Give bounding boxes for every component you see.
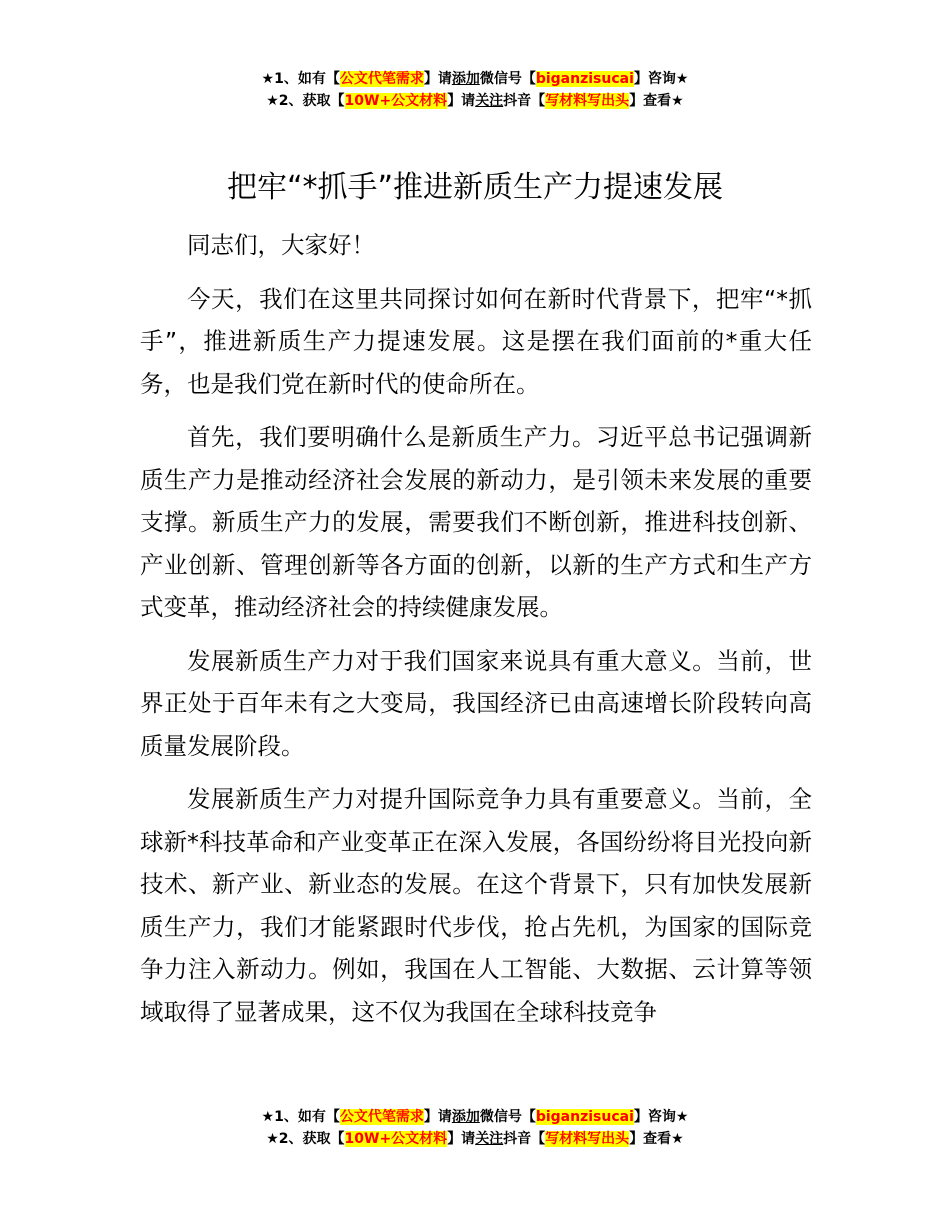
highlight-materials: 10W+公文材料 xyxy=(344,93,448,109)
banner-text: ★1、如有【 xyxy=(261,71,340,87)
paragraph-definition: 首先，我们要明确什么是新质生产力。习近平总书记强调新质生产力是推动经济社会发展的新动力，是引领未来发展的重要支撑。新质生产力的发展，需要我们不断创新，推进科技创新、产业创新、管理创新等各方面的创新，以新的生产方式和生产方式变革，推动经济社会的持续健康发展。 xyxy=(140,423,812,621)
highlight-wechat-id: biganzisucai xyxy=(535,1109,634,1125)
document-body xyxy=(140,224,812,1044)
banner-line-2 xyxy=(0,1128,950,1150)
highlight-service: 公文代笔需求 xyxy=(339,1109,424,1125)
highlight-douyin-account: 写材料写出头 xyxy=(545,93,630,109)
banner-text: 】查看★ xyxy=(629,1131,684,1147)
banner-text: 】咨询★ xyxy=(633,1109,689,1125)
banner-text: 抖音【 xyxy=(503,1131,546,1147)
paragraph-greeting: 同志们，大家好！ xyxy=(187,231,375,259)
banner-text: ★2、获取【 xyxy=(266,93,345,109)
header-banner xyxy=(0,68,950,112)
banner-text: 】查看★ xyxy=(629,93,684,109)
banner-text: 】请 xyxy=(423,1109,452,1125)
underlined-text: 添加 xyxy=(451,1109,480,1125)
banner-text: ★2、获取【 xyxy=(266,1131,345,1147)
underlined-text: 添加 xyxy=(451,71,480,87)
paragraph-significance: 发展新质生产力对于我们国家来说具有重大意义。当前，世界正处于百年未有之大变局，我国经济已由高速增长阶段转向高质量发展阶段。 xyxy=(140,646,812,760)
banner-line-2 xyxy=(0,90,950,112)
underlined-text: 关注 xyxy=(475,1131,504,1147)
banner-text: 抖音【 xyxy=(503,93,546,109)
banner-line-1 xyxy=(0,68,950,90)
highlight-wechat-id: biganzisucai xyxy=(535,71,634,87)
banner-text: 】咨询★ xyxy=(633,71,689,87)
banner-line-1 xyxy=(0,1106,950,1128)
paragraph-competitiveness: 发展新质生产力对提升国际竞争力具有重要意义。当前，全球新*科技革命和产业变革正在深入发展，各国纷纷将目光投向新技术、新产业、新业态的发展。在这个背景下，只有加快发展新质生产力，我们才能紧跟时代步伐，抢占先机，为国家的国际竞争力注入新动力。例如，我国在人工智能、大数据、云计算等领域取得了显著成果，这不仅为我国在全球科技竞争 xyxy=(140,785,812,1026)
underlined-text: 关注 xyxy=(475,93,504,109)
highlight-materials: 10W+公文材料 xyxy=(344,1131,448,1147)
banner-text: 】请 xyxy=(447,93,476,109)
banner-text: 】请 xyxy=(423,71,452,87)
document-title: 把牢“*抓手”推进新质生产力提速发展 xyxy=(226,170,724,205)
highlight-douyin-account: 写材料写出头 xyxy=(545,1131,630,1147)
paragraph-intro: 今天，我们在这里共同探讨如何在新时代背景下，把牢“*抓手”，推进新质生产力提速发展。这是摆在我们面前的*重大任务，也是我们党在新时代的使命所在。 xyxy=(140,284,812,398)
banner-text: 】请 xyxy=(447,1131,476,1147)
banner-text: 微信号【 xyxy=(479,1109,536,1125)
banner-text: ★1、如有【 xyxy=(261,1109,340,1125)
banner-text: 微信号【 xyxy=(479,71,536,87)
footer-banner xyxy=(0,1106,950,1150)
highlight-service: 公文代笔需求 xyxy=(339,71,424,87)
